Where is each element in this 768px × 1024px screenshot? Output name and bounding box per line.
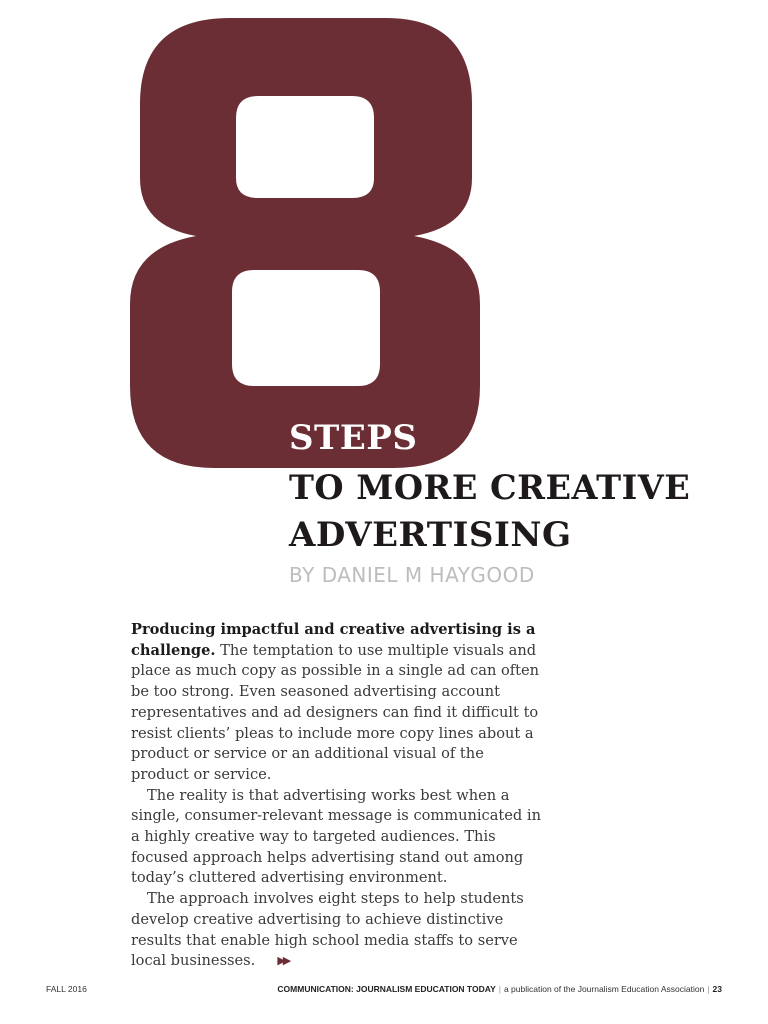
byline: BY DANIEL M HAYGOOD <box>289 563 535 587</box>
footer-divider-2: | <box>707 984 710 994</box>
footer-season: FALL 2016 <box>46 984 87 994</box>
headline-steps: STEPS <box>289 418 418 458</box>
footer-publisher-note: a publication of the Journalism Education Association <box>503 984 705 994</box>
double-chevron-right-icon: ▶▶ <box>277 954 289 968</box>
footer-publication-info <box>277 984 722 994</box>
headline-line-1: TO MORE CREATIVE <box>289 468 691 508</box>
paragraph-3-text: The approach involves eight steps to help students develop creative advertising to achieve distinctive results that enable high school media staffs to serve local businesses. <box>131 890 524 970</box>
footer-publication: COMMUNICATION: JOURNALISM EDUCATION TODAY <box>277 984 496 994</box>
paragraph-3 <box>131 889 546 972</box>
paragraph-1-text: The temptation to use multiple visuals and place as much copy as possible in a single ad can often be too strong. Even seasoned advertising account representatives and ad designers can find it difficult to resist clients’ pleas to include more copy lines about a product or service or an additional visual of the product or service. <box>131 641 540 783</box>
page-footer <box>0 984 768 998</box>
headline-line-2: ADVERTISING <box>289 515 572 555</box>
lead-sentence: Producing impactful and creative advertising is a challenge. <box>131 621 536 659</box>
article-body <box>131 620 546 972</box>
footer-divider: | <box>498 984 501 994</box>
big-numeral-eight <box>118 0 498 490</box>
footer-page-number: 23 <box>712 984 722 994</box>
paragraph-2: The reality is that advertising works best when a single, consumer-relevant message is communicated in a highly creative way to targeted audiences. This focused approach helps advertising stand out among today’s cluttered advertising environment. <box>131 786 541 887</box>
paragraph-1 <box>131 620 546 786</box>
